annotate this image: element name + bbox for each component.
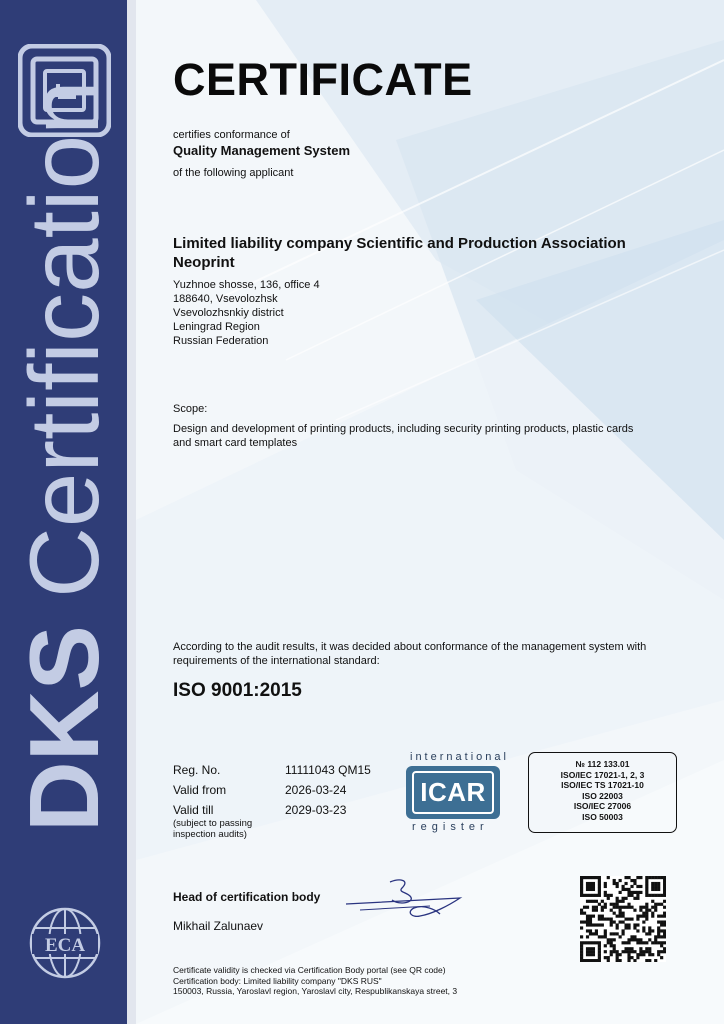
icar-top-text: international	[410, 751, 509, 763]
scope-line1: Design and development of printing products, including security printing products, plastic cards	[173, 423, 634, 435]
footer-line2: Certification body: Limited liability company "DKS RUS"	[173, 975, 382, 986]
address-line: Leningrad Region	[173, 321, 260, 333]
valid-from-label: Valid from	[173, 783, 227, 797]
signatory-name: Mikhail Zalunaev	[173, 919, 264, 933]
accreditation-line: ISO/IEC 17021-1, 2, 3	[560, 769, 645, 780]
accreditation-line: ISO/IEC TS 17021-10	[561, 780, 644, 790]
address-line: 188640, Vsevolozhsk	[173, 293, 278, 305]
scope-line2: and smart card templates	[173, 437, 298, 449]
validity-note	[173, 818, 252, 840]
address-line: Yuzhnoe shosse, 136, office 4	[173, 279, 320, 291]
accreditation-line: ISO/IEC 27006	[573, 801, 632, 811]
valid-till-label: Valid till	[173, 803, 214, 817]
audit-line1: According to the audit results, it was decided about conformance of the management system with	[173, 641, 647, 653]
brand-bold-text: DKS	[9, 625, 119, 832]
iso-standard: ISO 9001:2015	[173, 680, 302, 701]
accreditation-line: ISO 50003	[582, 811, 623, 822]
applicant-name	[173, 234, 713, 272]
accreditation-box	[528, 752, 677, 833]
icar-badge	[406, 766, 500, 819]
footer-line3: 150003, Russia, Yaroslavl region, Yaroslavl city, Respublikanskaya street, 3	[173, 986, 458, 996]
icar-bottom-text: register	[412, 821, 489, 833]
applicant-address	[173, 278, 320, 348]
accreditation-line: ISO 22003	[582, 790, 623, 801]
footer-line1: Certificate validity is checked via Certification Body portal (see QR code)	[173, 965, 446, 975]
handwritten-signature	[340, 876, 470, 926]
eca-globe-logo-icon	[28, 906, 102, 980]
valid-till-value: 2029-03-23	[285, 803, 347, 817]
footer	[173, 965, 457, 997]
system-name: Quality Management System	[173, 143, 350, 158]
valid-from-value: 2026-03-24	[285, 783, 347, 797]
brand-light-text: Certification	[9, 80, 119, 598]
reg-no-label: Reg. No.	[173, 763, 221, 777]
validity-note-line1: (subject to passing	[173, 818, 253, 829]
scope-label: Scope:	[173, 403, 208, 415]
applicant-intro: of the following applicant	[173, 167, 294, 179]
address-line: Vsevolozhsnkiy district	[173, 307, 284, 319]
certificate-title: CERTIFICATE	[173, 54, 473, 105]
applicant-name-line2: Neoprint	[173, 254, 235, 271]
icar-badge-text: ICAR	[412, 771, 494, 814]
address-line: Russian Federation	[173, 335, 269, 347]
signatory-title: Head of certification body	[173, 890, 321, 904]
applicant-name-line1: Limited liability company Scientific and Production Association	[173, 235, 626, 252]
certifies-text: certifies conformance of	[173, 129, 290, 141]
verification-qr-code[interactable]	[580, 876, 666, 962]
accreditation-line: № 112 133.01	[575, 759, 630, 769]
eca-label: ECA	[44, 935, 86, 956]
sidebar-edge	[127, 0, 136, 1024]
brand-vertical-text	[9, 80, 119, 832]
audit-line2: requirements of the international standard:	[173, 655, 380, 667]
reg-no-value: 11111043 QM15	[285, 763, 371, 777]
validity-note-line2: inspection audits)	[173, 829, 247, 840]
